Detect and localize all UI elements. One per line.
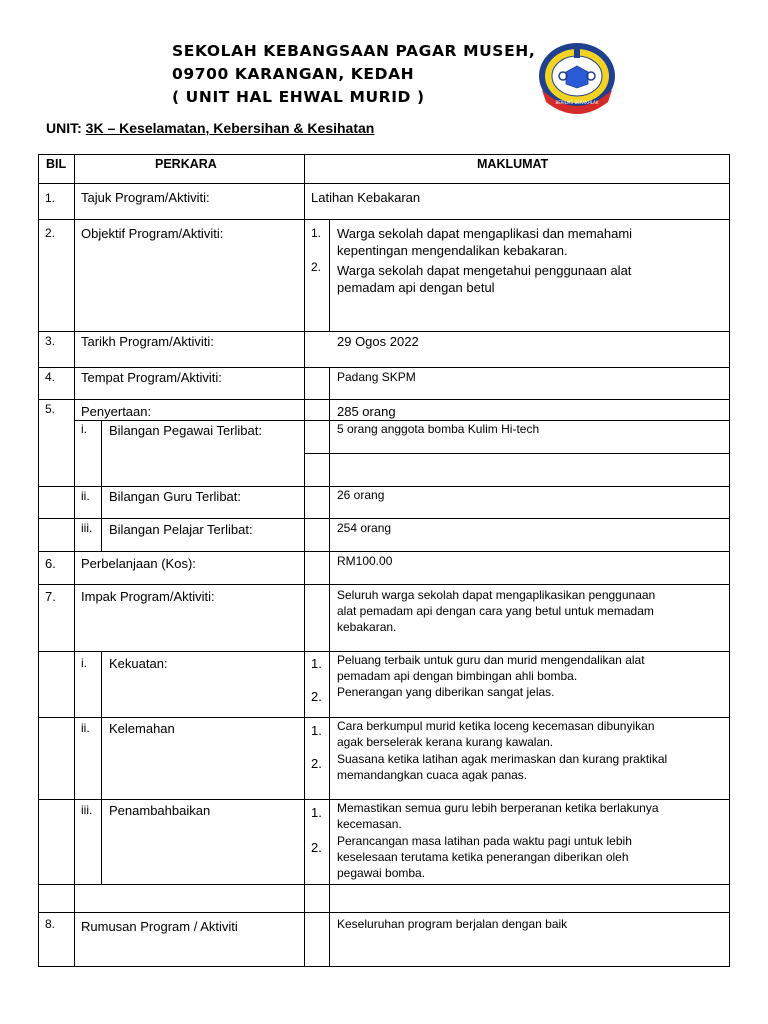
row-4-bil: 4.: [45, 370, 56, 384]
row-2-num-1: 1.: [311, 226, 322, 240]
row-7iii-line-2b: keselesaan terutama ketika penerangan diberikan oleh: [337, 850, 629, 864]
row-3-bil: 3.: [45, 334, 56, 348]
unit-value: 3K – Keselamatan, Kebersihan & Kesihatan: [85, 120, 375, 136]
header-bil: BIL: [46, 157, 67, 171]
header-perkara: PERKARA: [155, 157, 217, 171]
school-logo: [536, 40, 618, 116]
school-address: 09700 KARANGAN, KEDAH: [172, 65, 415, 83]
row-7-perkara: Impak Program/Aktiviti:: [81, 589, 215, 604]
row-3-perkara: Tarikh Program/Aktiviti:: [81, 334, 214, 349]
row-5i-perkara: Bilangan Pegawai Terlibat:: [109, 423, 262, 438]
row-2-perkara: Objektif Program/Aktiviti:: [81, 226, 224, 241]
row-3-maklumat: 29 Ogos 2022: [337, 334, 419, 349]
row-1-bil: 1.: [45, 191, 56, 205]
row-7ii-num-2: 2.: [311, 756, 322, 771]
row-7i-line-1b: pemadam api dengan bimbingan ahli bomba.: [337, 669, 578, 683]
row-7iii-line-2: Perancangan masa latihan pada waktu pagi untuk lebih: [337, 834, 632, 848]
row-7ii-num-1: 1.: [311, 723, 322, 738]
row-5iii-perkara: Bilangan Pelajar Terlibat:: [109, 522, 253, 537]
row-7ii-line-1b: agak berselerak kerana kurang kawalan.: [337, 735, 554, 749]
row-5-maklumat: 285 orang: [337, 404, 396, 419]
row-7i-line-1: Peluang terbaik untuk guru dan murid mengendalikan alat: [337, 653, 645, 667]
row-7-line-3: kebakaran.: [337, 620, 397, 634]
row-2-line-2b: pemadam api dengan betul: [337, 280, 495, 295]
row-7ii-perkara: Kelemahan: [109, 721, 175, 736]
row-6-maklumat: RM100.00: [337, 554, 393, 568]
row-1-maklumat: Latihan Kebakaran: [311, 190, 421, 205]
row-6-perkara: Perbelanjaan (Kos):: [81, 556, 196, 571]
unit-title: ( UNIT HAL EHWAL MURID ): [172, 88, 425, 106]
row-7-line-1: Seluruh warga sekolah dapat mengaplikasikan penggunaan: [337, 588, 656, 602]
row-5ii-num: ii.: [81, 489, 90, 503]
row-2-line-1b: kepentingan mengendalikan kebakaran.: [337, 243, 568, 258]
row-6-bil: 6.: [45, 556, 56, 571]
row-4-maklumat: Padang SKPM: [337, 370, 416, 384]
logo-banner-text: BERILMU BERAKHLAK: [555, 100, 599, 105]
row-5iii-num: iii.: [81, 521, 93, 535]
row-7ii-line-2b: memandangkan cuaca agak panas.: [337, 768, 528, 782]
row-7ii-line-1: Cara berkumpul murid ketika loceng kecemasan dibunyikan: [337, 719, 655, 733]
school-name: SEKOLAH KEBANGSAAN PAGAR MUSEH,: [172, 42, 536, 60]
row-7iii-num-2: 2.: [311, 840, 322, 855]
row-5i-num: i.: [81, 422, 87, 436]
unit-label: UNIT:: [46, 120, 82, 136]
row-7iii-num-1: 1.: [311, 805, 322, 820]
row-2-line-2: Warga sekolah dapat mengetahui penggunaan alat: [337, 263, 632, 278]
row-5-perkara: Penyertaan:: [81, 404, 152, 419]
unit-line: [46, 120, 374, 136]
row-7-line-2: alat pemadam api dengan cara yang betul untuk memadam: [337, 604, 654, 618]
row-5i-maklumat: 5 orang anggota bomba Kulim Hi-tech: [337, 422, 540, 436]
row-7iii-line-1b: kecemasan.: [337, 817, 402, 831]
row-7i-num: i.: [81, 656, 87, 670]
row-8-bil: 8.: [45, 917, 56, 931]
header-maklumat: MAKLUMAT: [477, 157, 549, 171]
row-1-perkara: Tajuk Program/Aktiviti:: [81, 190, 210, 205]
row-2-num-2: 2.: [311, 260, 322, 274]
row-4-perkara: Tempat Program/Aktiviti:: [81, 370, 222, 385]
row-7iii-perkara: Penambahbaikan: [109, 803, 211, 818]
row-7iii-line-1: Memastikan semua guru lebih berperanan ketika berlakunya: [337, 801, 659, 815]
row-7i-line-2: Penerangan yang diberikan sangat jelas.: [337, 685, 555, 699]
row-7iii-line-2c: pegawai bomba.: [337, 866, 426, 880]
row-7-bil: 7.: [45, 589, 56, 604]
row-7iii-num: iii.: [81, 803, 93, 817]
row-2-bil: 2.: [45, 226, 56, 240]
row-5ii-maklumat: 26 orang: [337, 488, 385, 502]
row-8-perkara: Rumusan Program / Aktiviti: [81, 919, 238, 934]
row-7ii-line-2: Suasana ketika latihan agak merimaskan dan kurang praktikal: [337, 752, 668, 766]
row-7i-num-1: 1.: [311, 656, 322, 671]
row-7ii-num: ii.: [81, 721, 90, 735]
row-7i-num-2: 2.: [311, 689, 322, 704]
row-2-line-1: Warga sekolah dapat mengaplikasi dan memahami: [337, 226, 633, 241]
row-7i-perkara: Kekuatan:: [109, 656, 168, 671]
row-5-bil: 5.: [45, 402, 56, 416]
row-5ii-perkara: Bilangan Guru Terlibat:: [109, 489, 242, 504]
row-5iii-maklumat: 254 orang: [337, 521, 392, 535]
row-8-maklumat: Keseluruhan program berjalan dengan baik: [337, 917, 568, 931]
